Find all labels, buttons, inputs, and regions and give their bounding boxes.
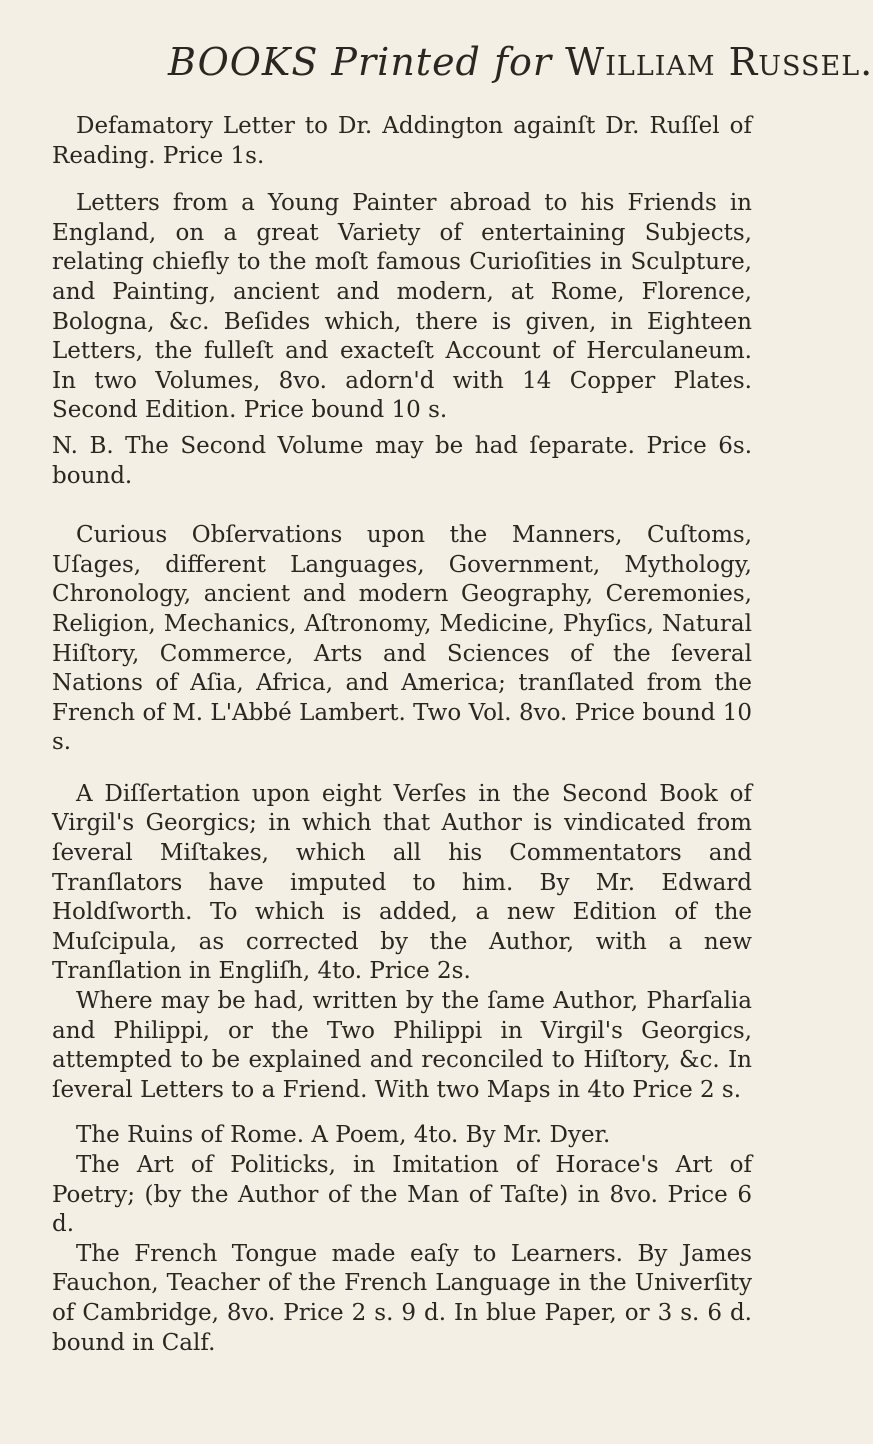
book-entry-ruins-politicks-french bbox=[52, 1121, 752, 1358]
entry-paragraph: Letters from a Young Painter abroad to his Friends in England, on a great Variety of entertaining Subjects, relating chiefly to the moſt famous Curioſities in Sculpture, and Painting, ancient and modern, at Rome, Florence, Bologna, &c. Beſides which, there is given, in Eighteen Letters, the fulleſt and exacteſt Account of Herculaneum. In two Volumes, 8vo. adorn'd with 14 Copper Plates. Second Edition. Price bound 10 s. bbox=[52, 190, 752, 424]
book-entry-dissertation bbox=[52, 780, 752, 1106]
book-list bbox=[52, 112, 752, 1382]
book-entry-note bbox=[52, 432, 752, 491]
book-entry-curious-observations bbox=[52, 521, 752, 758]
book-entry-defamatory-letter bbox=[52, 112, 752, 171]
book-entry-letters-young-painter bbox=[52, 189, 752, 426]
entry-paragraph: A Diſſertation upon eight Verſes in the Second Book of Virgil's Georgics; in which that Author is vindicated from ſeveral Miſtakes, which all his Commentators and Tranſlators have imputed to him. By Mr. Edward Holdſworth. To which is added, a new Edition of the Muſcipula, as corrected by the Author, with a new Tranſlation in Engliſh, 4to. Price 2s. bbox=[52, 780, 752, 985]
page-header bbox=[168, 40, 873, 84]
entry-paragraph: Defamatory Letter to Dr. Addington againſt Dr. Ruſſel of Reading. Price 1s. bbox=[52, 113, 752, 169]
entry-paragraph: Where may be had, written by the ſame Author, Pharſalia and Philippi, or the Two Philippi in Virgil's Georgics, attempted to be explained and reconciled to Hiſtory, &c. In ſeveral Letters to a Friend. With two Maps in 4to Price 2 s. bbox=[52, 988, 752, 1103]
entry-paragraph: Curious Obſervations upon the Manners, Cuſtoms, Uſages, different Languages, Government, Mythology, Chronology, ancient and modern Geography, Ceremonies, Religion, Mechanics, Aſtronomy, Medicine, Phyſics, Natural Hiſtory, Commerce, Arts and Sciences of the ſeveral Nations of Aſia, Africa, and America; tranſlated from the French of M. L'Abbé Lambert. Two Vol. 8vo. Price bound 10 s. bbox=[52, 522, 752, 756]
entry-paragraph: The Ruins of Rome. A Poem, 4to. By Mr. Dyer. bbox=[76, 1122, 611, 1149]
header-publisher: William Russel. bbox=[565, 40, 873, 84]
entry-paragraph: The Art of Politicks, in Imitation of Horace's Art of Poetry; (by the Author of the Man of Taſte) in 8vo. Price 6 d. bbox=[52, 1152, 752, 1238]
header-title: BOOKS Printed for bbox=[168, 40, 553, 84]
entry-paragraph: The French Tongue made eaſy to Learners. By James Fauchon, Teacher of the French Language in the Univerſity of Cambridge, 8vo. Price 2 s. 9 d. In blue Paper, or 3 s. 6 d. bound in Calf. bbox=[52, 1240, 752, 1356]
entry-note: N. B. The Second Volume may be had ſeparate. Price 6s. bound. bbox=[52, 432, 752, 489]
